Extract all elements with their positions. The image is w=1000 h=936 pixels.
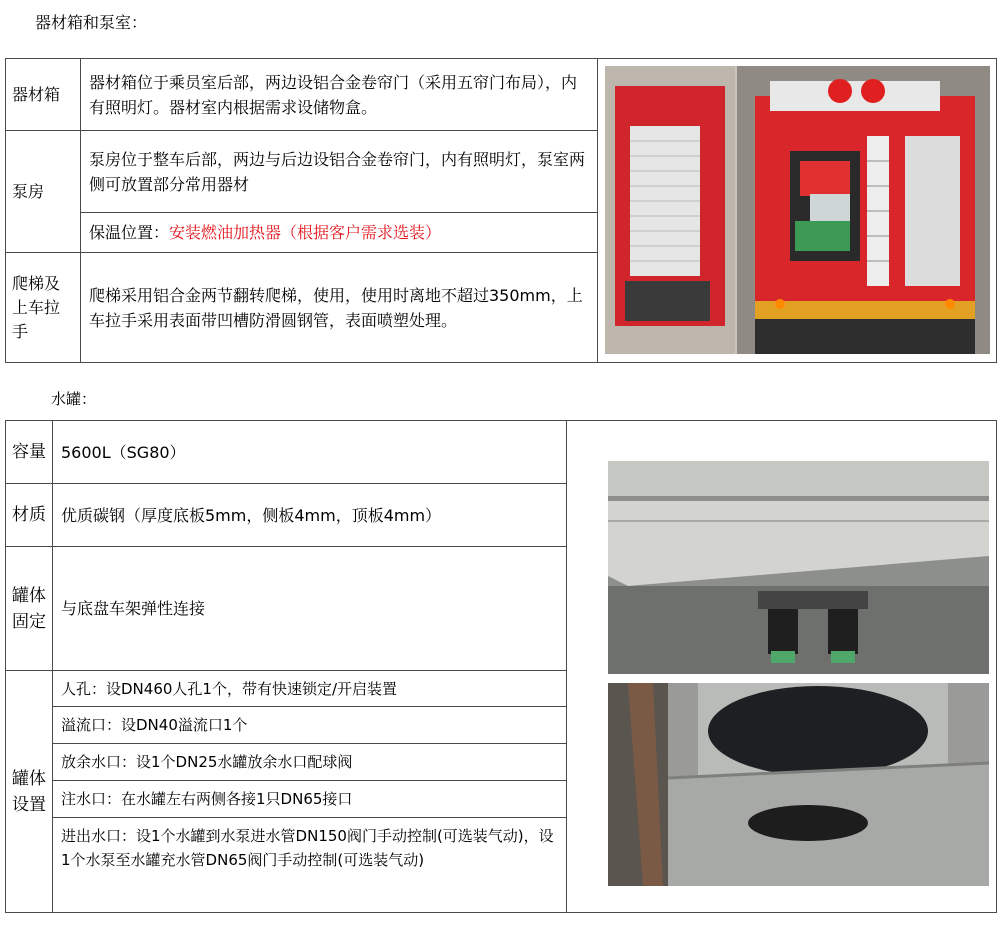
truck-photo-cell [598,59,997,363]
tank-fixing-value: 与底盘车架弹性连接 [53,547,567,671]
row-label-tank-fixing: 罐体固定 [6,547,53,671]
setting-water-inlet: 注水口：在水罐左右两侧各接1只DN65接口 [53,781,567,818]
equipment-table [5,58,997,363]
heat-position [81,213,598,253]
setting-in-out: 进出水口：设1个水罐到水泵进水管DN150阀门手动控制(可选装气动)，设1个水泵至水罐充水管DN65阀门手动控制(可选装气动) [53,818,567,913]
tank-photo-cell [567,421,997,913]
capacity-value: 5600L（SG80） [53,421,567,484]
water-tank-table [5,420,997,913]
heat-value: 安装燃油加热器（根据客户需求选装） [169,223,442,242]
setting-manhole: 人孔：设DN460人孔1个，带有快速锁定/开启装置 [53,671,567,707]
row-label-capacity: 容量 [6,421,53,484]
setting-drain: 放余水口：设1个DN25水罐放余水口配球阀 [53,744,567,781]
ladder-desc: 爬梯采用铝合金两节翻转爬梯，使用，使用时离地不超过350mm，上车拉手采用表面带凹槽防滑圆钢管，表面喷塑处理。 [81,253,598,363]
pump-room-desc: 泵房位于整车后部，两边与后边设铝合金卷帘门，内有照明灯，泵室两侧可放置部分常用器材 [81,131,598,213]
row-label-pump-room: 泵房 [6,131,81,253]
row-label-tank-settings: 罐体设置 [6,671,53,913]
row-label-ladder: 爬梯及上车拉手 [6,253,81,363]
tank-bottom-photo [608,461,989,674]
section-heading-equipment: 器材箱和泵室： [35,13,148,32]
truck-rear-photo [605,66,990,354]
equipment-box-desc: 器材箱位于乘员室后部，两边设铝合金卷帘门（采用五帘门布局），内有照明灯。器材室内根据需求设储物盒。 [81,59,598,131]
tank-interior-photo [608,683,989,886]
material-value: 优质碳钢（厚度底板5mm，侧板4mm，顶板4mm） [53,484,567,547]
section-heading-water-tank: 水罐： [51,390,97,408]
setting-overflow: 溢流口：设DN40溢流口1个 [53,707,567,744]
heat-label: 保温位置： [89,223,170,242]
row-label-material: 材质 [6,484,53,547]
row-label-equipment-box: 器材箱 [6,59,81,131]
